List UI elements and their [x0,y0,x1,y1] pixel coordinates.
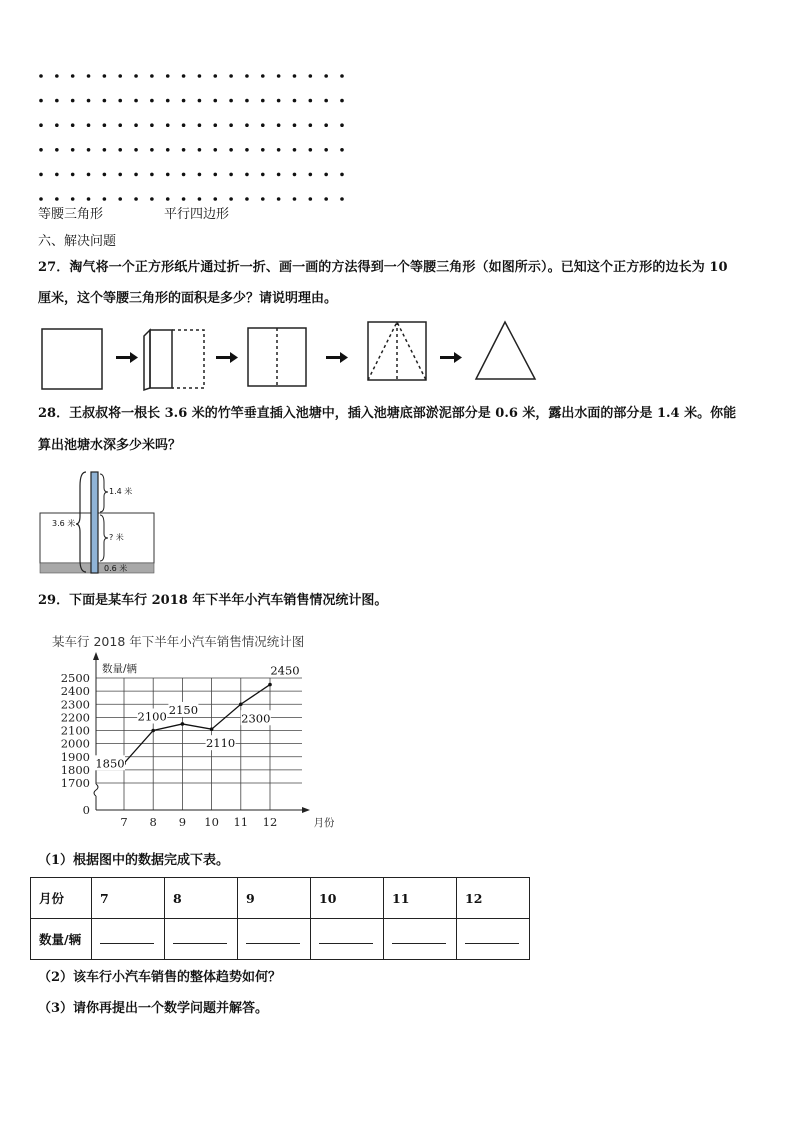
grid-dot[interactable] [39,148,43,152]
label-parallelogram: 平行四边形 [164,207,230,222]
grid-dot[interactable] [213,74,217,78]
grid-dot[interactable] [166,148,170,152]
grid-dot[interactable] [309,123,313,127]
grid-dot[interactable] [71,148,75,152]
data-label: 2300 [241,711,271,726]
folding-paper [144,330,204,390]
grid-dot[interactable] [182,173,186,177]
grid-dot[interactable] [55,197,59,201]
grid-dot[interactable] [39,173,43,177]
sales-line-chart [34,628,334,838]
grid-dot[interactable] [166,99,170,103]
grid-dot[interactable] [150,148,154,152]
table-cell-month: 7 [92,878,165,919]
grid-dot[interactable] [150,123,154,127]
x-tick-label: 11 [233,815,249,829]
y-tick-label: 0 [82,803,90,817]
table-header-month: 月份 [31,878,92,919]
grid-dot[interactable] [39,197,43,201]
grid-dot[interactable] [293,197,297,201]
q27-text-line2: 厘米，这个等腰三角形的面积是多少？请说明理由。 [38,291,338,306]
grid-dot[interactable] [166,123,170,127]
grid-dot[interactable] [245,173,249,177]
grid-dot[interactable] [324,123,328,127]
q27-text-line1: 27．淘气将一个正方形纸片通过折一折、画一画的方法得到一个等腰三角形（如图所示）。已知这个正方形的边长为 10 [38,260,728,275]
data-point [181,722,185,726]
isosceles-triangle-result [476,322,535,379]
data-point [239,702,243,706]
arrow-right-icon [216,352,238,363]
q29-sub3: （3）请你再提出一个数学问题并解答。 [38,1001,269,1016]
grid-dot[interactable] [309,173,313,177]
grid-dot[interactable] [134,74,138,78]
grid-dot[interactable] [261,123,265,127]
grid-dot[interactable] [340,99,344,103]
grid-dot[interactable] [277,123,281,127]
grid-dot[interactable] [324,197,328,201]
data-label: 2150 [168,702,199,717]
grid-dot[interactable] [293,99,297,103]
data-point [210,727,214,731]
grid-dot[interactable] [150,74,154,78]
grid-dot[interactable] [245,148,249,152]
x-axis-label: 月份 [313,817,334,829]
grid-dot[interactable] [229,148,233,152]
grid-dot[interactable] [150,173,154,177]
grid-dot[interactable] [324,74,328,78]
folding-diagram [38,318,548,393]
x-tick-label: 7 [120,815,128,829]
grid-dot[interactable] [261,74,265,78]
grid-dot[interactable] [118,74,122,78]
q29-text-line1: 29．下面是某车行 2018 年下半年小汽车销售情况统计图。 [38,593,388,608]
grid-dot[interactable] [277,99,281,103]
table-cell-month: 9 [238,878,311,919]
grid-dot[interactable] [229,74,233,78]
grid-dot[interactable] [71,197,75,201]
answer-blank-cell[interactable] [384,919,457,960]
grid-dot[interactable] [277,173,281,177]
grid-dot[interactable] [71,123,75,127]
grid-dot[interactable] [198,74,202,78]
grid-dot[interactable] [340,148,344,152]
table-header-quantity: 数量/辆 [31,919,92,960]
label-isosceles-triangle: 等腰三角形 [38,207,104,222]
grid-dot[interactable] [103,173,107,177]
grid-dot[interactable] [198,123,202,127]
arrow-right-icon [440,352,462,363]
data-point [151,729,155,733]
grid-dot[interactable] [103,123,107,127]
grid-dot[interactable] [182,148,186,152]
grid-dot[interactable] [309,148,313,152]
grid-dot[interactable] [150,99,154,103]
grid-dot[interactable] [55,74,59,78]
grid-dot[interactable] [324,173,328,177]
data-label: 2450 [270,663,300,678]
grid-dot[interactable] [166,197,170,201]
grid-dot[interactable] [213,197,217,201]
answer-blank-cell[interactable] [92,919,165,960]
grid-dot[interactable] [118,99,122,103]
grid-dot[interactable] [245,99,249,103]
grid-dot[interactable] [166,74,170,78]
table-cell-month: 12 [457,878,530,919]
grid-dot[interactable] [229,197,233,201]
arrow-right-icon [116,352,138,363]
y-tick-label: 1900 [60,749,90,764]
grid-dot[interactable] [229,123,233,127]
grid-dot[interactable] [245,123,249,127]
grid-dot[interactable] [87,74,91,78]
grid-dot[interactable] [245,197,249,201]
grid-dot[interactable] [55,148,59,152]
grid-dot[interactable] [309,99,313,103]
grid-dot[interactable] [55,173,59,177]
grid-dot[interactable] [261,99,265,103]
grid-dot[interactable] [166,173,170,177]
answer-blank-cell[interactable] [457,919,530,960]
grid-dot[interactable] [39,99,43,103]
answer-blank-cell[interactable] [238,919,311,960]
grid-dot[interactable] [118,123,122,127]
chart-title: 某车行 2018 年下半年小汽车销售情况统计图 [52,634,305,649]
grid-dot[interactable] [71,74,75,78]
x-tick-label: 8 [149,815,157,829]
grid-dot[interactable] [293,123,297,127]
dot-grid[interactable] [36,70,348,206]
y-tick-label: 2500 [60,671,90,685]
grid-dot[interactable] [182,74,186,78]
table-row [31,919,530,960]
grid-dot[interactable] [182,123,186,127]
grid-dot[interactable] [182,197,186,201]
y-tick-label: 2100 [60,723,90,738]
pond-diagram [36,468,166,580]
answer-blank-cell[interactable] [311,919,384,960]
q28-text-line2: 算出池塘水深多少米吗？ [38,438,182,453]
grid-dot[interactable] [340,173,344,177]
grid-dot[interactable] [55,99,59,103]
grid-dot[interactable] [340,74,344,78]
grid-dot[interactable] [198,148,202,152]
grid-dot[interactable] [103,197,107,201]
grid-dot[interactable] [39,74,43,78]
label-mud-depth: 0.6 米 [104,564,128,573]
grid-dot[interactable] [134,148,138,152]
square-paper [42,329,102,389]
q29-sub1: （1）根据图中的数据完成下表。 [38,853,230,868]
grid-dot[interactable] [103,74,107,78]
grid-dot[interactable] [198,197,202,201]
grid-dot[interactable] [134,123,138,127]
table-row [31,878,530,919]
y-tick-label: 2400 [60,684,90,699]
data-label: 2110 [205,736,236,751]
grid-dot[interactable] [150,197,154,201]
grid-dot[interactable] [229,173,233,177]
grid-dot[interactable] [103,99,107,103]
grid-dot[interactable] [87,197,91,201]
table-cell-month: 10 [311,878,384,919]
grid-dot[interactable] [182,99,186,103]
grid-dot[interactable] [87,99,91,103]
grid-dot[interactable] [340,123,344,127]
q28-text-line1: 28．王叔叔将一根长 3.6 米的竹竿垂直插入池塘中，插入池塘底部淤泥部分是 0.6 米，露出水面的部分是 1.4 米。你能 [38,406,737,421]
data-point [268,683,272,687]
grid-dot[interactable] [277,74,281,78]
grid-dot[interactable] [277,148,281,152]
grid-dot[interactable] [118,173,122,177]
bamboo-pole [91,472,98,573]
grid-dot[interactable] [134,197,138,201]
label-total-length: 3.6 米 [52,519,76,528]
x-tick-label: 10 [204,815,219,829]
data-label: 1850 [95,756,125,771]
data-label: 2100 [137,709,167,724]
grid-dot[interactable] [213,99,217,103]
grid-dot[interactable] [213,148,217,152]
grid-dot[interactable] [293,173,297,177]
brace-above [100,474,108,512]
grid-dot[interactable] [87,123,91,127]
y-axis-label: 数量/辆 [102,663,138,675]
grid-dot[interactable] [71,99,75,103]
table-cell-month: 11 [384,878,457,919]
grid-dot[interactable] [87,173,91,177]
label-water-depth: ? 米 [109,533,124,542]
grid-dot[interactable] [229,99,233,103]
grid-dot[interactable] [324,148,328,152]
y-tick-label: 2300 [60,697,90,712]
grid-dot[interactable] [198,99,202,103]
q29-sub2: （2）该车行小汽车销售的整体趋势如何？ [38,970,282,985]
grid-dot[interactable] [324,99,328,103]
folded-crease-square [248,328,306,386]
grid-dot[interactable] [293,74,297,78]
grid-dot[interactable] [71,173,75,177]
grid-dot[interactable] [293,148,297,152]
axis-break-mark [94,784,98,796]
x-tick-label: 12 [262,815,278,829]
grid-dot[interactable] [87,148,91,152]
grid-dot[interactable] [103,148,107,152]
sales-table [30,877,530,960]
grid-dot[interactable] [213,173,217,177]
grid-dot[interactable] [261,197,265,201]
y-tick-label: 1800 [60,762,90,777]
grid-dot[interactable] [213,123,217,127]
y-axis-arrow-icon [93,652,99,660]
grid-dot[interactable] [198,173,202,177]
table-cell-month: 8 [165,878,238,919]
grid-dot[interactable] [134,99,138,103]
x-axis-arrow-icon [302,807,310,813]
grid-dot[interactable] [134,173,138,177]
triangle-drawn-square [368,322,426,380]
y-tick-label: 1700 [60,776,90,790]
grid-dot[interactable] [261,148,265,152]
grid-dot[interactable] [118,148,122,152]
grid-dot[interactable] [340,197,344,201]
grid-dot[interactable] [309,197,313,201]
y-tick-label: 2200 [60,710,90,725]
grid-dot[interactable] [245,74,249,78]
answer-blank-cell[interactable] [165,919,238,960]
arrow-right-icon [326,352,348,363]
section-title: 六、解决问题 [38,234,117,249]
grid-dot[interactable] [309,74,313,78]
grid-dot[interactable] [277,197,281,201]
x-tick-label: 9 [178,815,187,829]
label-above-water: 1.4 米 [109,487,133,496]
grid-dot[interactable] [261,173,265,177]
grid-dot[interactable] [118,197,122,201]
grid-dot[interactable] [55,123,59,127]
y-tick-label: 2000 [60,736,90,751]
grid-dot[interactable] [39,123,43,127]
